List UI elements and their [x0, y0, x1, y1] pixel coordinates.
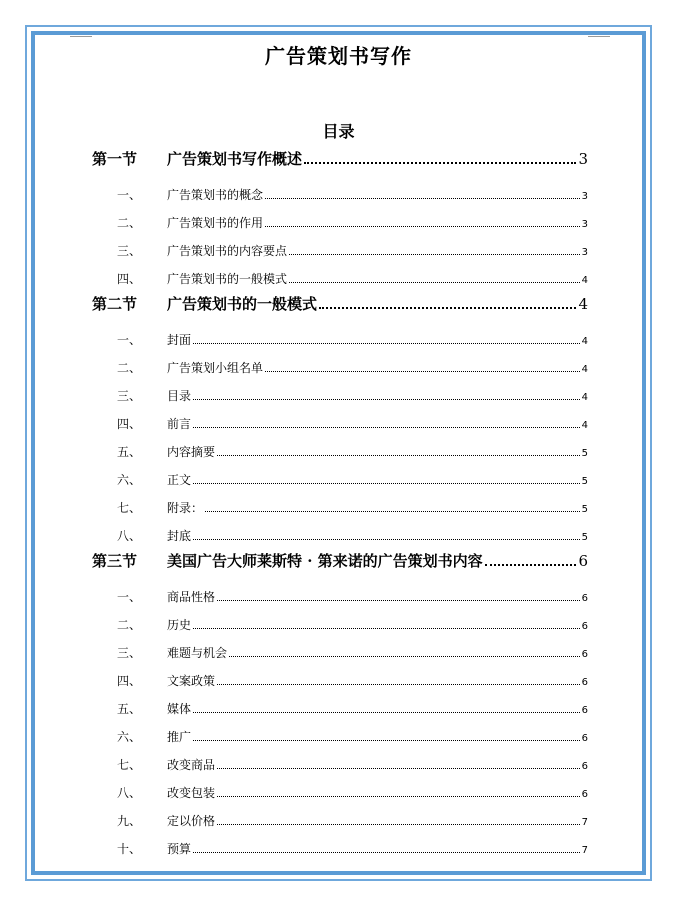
corner-mark-right [588, 36, 610, 37]
toc-page-number: 7 [581, 845, 588, 856]
toc-dot-leader [193, 712, 580, 713]
toc-entry-title: 广告策划书写作概述 [167, 150, 303, 168]
toc-entry-title: 封面 [167, 333, 192, 347]
toc-entry-number: 三、 [117, 646, 142, 660]
toc-subsection-entry[interactable] [92, 644, 588, 661]
toc-entry-title: 文案政策 [167, 674, 216, 688]
toc-dot-leader [193, 483, 580, 484]
toc-dot-leader [485, 564, 577, 566]
toc-subsection-entry[interactable] [92, 672, 588, 689]
toc-dot-leader [265, 226, 580, 227]
toc-entry-number: 六、 [117, 473, 142, 487]
toc-dot-leader [193, 399, 580, 400]
toc-entry-number: 十、 [117, 842, 142, 856]
toc-dot-leader [217, 455, 580, 456]
toc-entry-number: 五、 [117, 702, 142, 716]
toc-dot-leader [193, 740, 580, 741]
corner-mark-left [70, 36, 92, 37]
toc-dot-leader [265, 198, 580, 199]
toc-entry-number: 八、 [117, 786, 142, 800]
toc-subsection-entry[interactable] [92, 359, 588, 376]
toc-subsection-entry[interactable] [92, 443, 588, 460]
toc-page-number: 3 [581, 247, 588, 258]
toc-entry-title: 难题与机会 [167, 646, 228, 660]
toc-entry-number: 一、 [117, 333, 142, 347]
toc-entry-number: 七、 [117, 758, 142, 772]
toc-subsection-entry[interactable] [92, 270, 588, 287]
toc-dot-leader [205, 511, 580, 512]
toc-page-number: 4 [581, 420, 588, 431]
toc-dot-leader [217, 796, 580, 797]
toc-page-number: 5 [581, 532, 588, 543]
toc-page-number: 4 [581, 275, 588, 286]
toc-subsection-entry[interactable] [92, 784, 588, 801]
toc-page-number: 3 [578, 150, 588, 168]
toc-page-number: 6 [581, 621, 588, 632]
toc-dot-leader [217, 768, 580, 769]
toc-page-number: 6 [581, 761, 588, 772]
toc-subsection-entry[interactable] [92, 186, 588, 203]
toc-entry-number: 第一节 [92, 150, 138, 168]
toc-entry-title: 推广 [167, 730, 192, 744]
toc-page-number: 5 [581, 504, 588, 515]
toc-dot-leader [193, 343, 580, 344]
toc-entry-number: 四、 [117, 272, 142, 286]
toc-entry-title: 内容摘要 [167, 445, 216, 459]
toc-entry-title: 广告策划书的内容要点 [167, 244, 288, 258]
toc-subsection-entry[interactable] [92, 700, 588, 717]
toc-entry-title: 附录： [167, 501, 204, 515]
toc-dot-leader [265, 371, 580, 372]
toc-section-entry[interactable] [92, 550, 588, 571]
toc-subsection-entry[interactable] [92, 527, 588, 544]
toc-entry-title: 广告策划小组名单 [167, 361, 264, 375]
toc-entry-number: 二、 [117, 216, 142, 230]
toc-dot-leader [193, 427, 580, 428]
toc-entry-title: 媒体 [167, 702, 192, 716]
toc-entry-title: 改变包装 [167, 786, 216, 800]
toc-entry-number: 第三节 [92, 552, 138, 570]
toc-entry-title: 预算 [167, 842, 192, 856]
toc-subsection-entry[interactable] [92, 588, 588, 605]
toc-dot-leader [289, 254, 580, 255]
toc-entry-title: 目录 [167, 389, 192, 403]
toc-subsection-entry[interactable] [92, 728, 588, 745]
toc-page-number: 6 [581, 649, 588, 660]
toc-entry-title: 美国广告大师莱斯特 · 第来诺的广告策划书内容 [167, 552, 483, 570]
toc-page-number: 7 [581, 817, 588, 828]
toc-entry-number: 第二节 [92, 295, 138, 313]
toc-page-number: 6 [581, 593, 588, 604]
toc-entry-number: 四、 [117, 674, 142, 688]
toc-entry-number: 二、 [117, 618, 142, 632]
toc-entry-number: 三、 [117, 244, 142, 258]
toc-subsection-entry[interactable] [92, 242, 588, 259]
toc-entry-number: 七、 [117, 501, 142, 515]
toc-dot-leader [217, 824, 580, 825]
toc-entry-number: 二、 [117, 361, 142, 375]
toc-entry-number: 五、 [117, 445, 142, 459]
toc-entry-title: 改变商品 [167, 758, 216, 772]
toc-dot-leader [193, 539, 580, 540]
toc-dot-leader [304, 162, 576, 164]
toc-dot-leader [289, 282, 580, 283]
toc-subsection-entry[interactable] [92, 840, 588, 857]
toc-page-number: 4 [578, 295, 588, 313]
toc-entry-title: 广告策划书的一般模式 [167, 272, 288, 286]
toc-entry-number: 一、 [117, 188, 142, 202]
toc-subsection-entry[interactable] [92, 812, 588, 829]
toc-entry-title: 正文 [167, 473, 192, 487]
toc-page-number: 4 [581, 364, 588, 375]
toc-page-number: 6 [581, 705, 588, 716]
toc-entry-title: 广告策划书的一般模式 [167, 295, 318, 313]
toc-entry-title: 定以价格 [167, 814, 216, 828]
toc-entry-title: 前言 [167, 417, 192, 431]
toc-entry-title: 广告策划书的概念 [167, 188, 264, 202]
document-title: 广告策划书写作 [265, 44, 412, 68]
toc-entry-number: 一、 [117, 590, 142, 604]
toc-dot-leader [319, 307, 576, 309]
toc-dot-leader [193, 628, 580, 629]
toc-subsection-entry[interactable] [92, 331, 588, 348]
toc-subsection-entry[interactable] [92, 387, 588, 404]
toc-page-number: 3 [581, 191, 588, 202]
toc-subsection-entry[interactable] [92, 471, 588, 488]
toc-entry-title: 封底 [167, 529, 192, 543]
toc-page-number: 4 [581, 336, 588, 347]
toc-dot-leader [217, 684, 580, 685]
toc-page-number: 5 [581, 476, 588, 487]
toc-entry-number: 八、 [117, 529, 142, 543]
toc-page-number: 6 [578, 552, 588, 570]
toc-heading: 目录 [322, 122, 355, 141]
toc-entry-title: 商品性格 [167, 590, 216, 604]
toc-page-number: 6 [581, 677, 588, 688]
toc-page-number: 6 [581, 733, 588, 744]
toc-page-number: 3 [581, 219, 588, 230]
toc-subsection-entry[interactable] [92, 214, 588, 231]
toc-entry-number: 六、 [117, 730, 142, 744]
toc-page-number: 4 [581, 392, 588, 403]
toc-subsection-entry[interactable] [92, 499, 588, 516]
toc-dot-leader [217, 600, 580, 601]
toc-dot-leader [193, 852, 580, 853]
toc-subsection-entry[interactable] [92, 756, 588, 773]
toc-entry-number: 三、 [117, 389, 142, 403]
toc-subsection-entry[interactable] [92, 616, 588, 633]
toc-entry-number: 九、 [117, 814, 142, 828]
toc-entry-number: 四、 [117, 417, 142, 431]
toc-dot-leader [229, 656, 580, 657]
toc-page-number: 5 [581, 448, 588, 459]
toc-section-entry[interactable] [92, 148, 588, 169]
toc-page-number: 6 [581, 789, 588, 800]
toc-subsection-entry[interactable] [92, 415, 588, 432]
toc-entry-title: 历史 [167, 618, 192, 632]
toc-section-entry[interactable] [92, 293, 588, 314]
toc-entry-title: 广告策划书的作用 [167, 216, 264, 230]
